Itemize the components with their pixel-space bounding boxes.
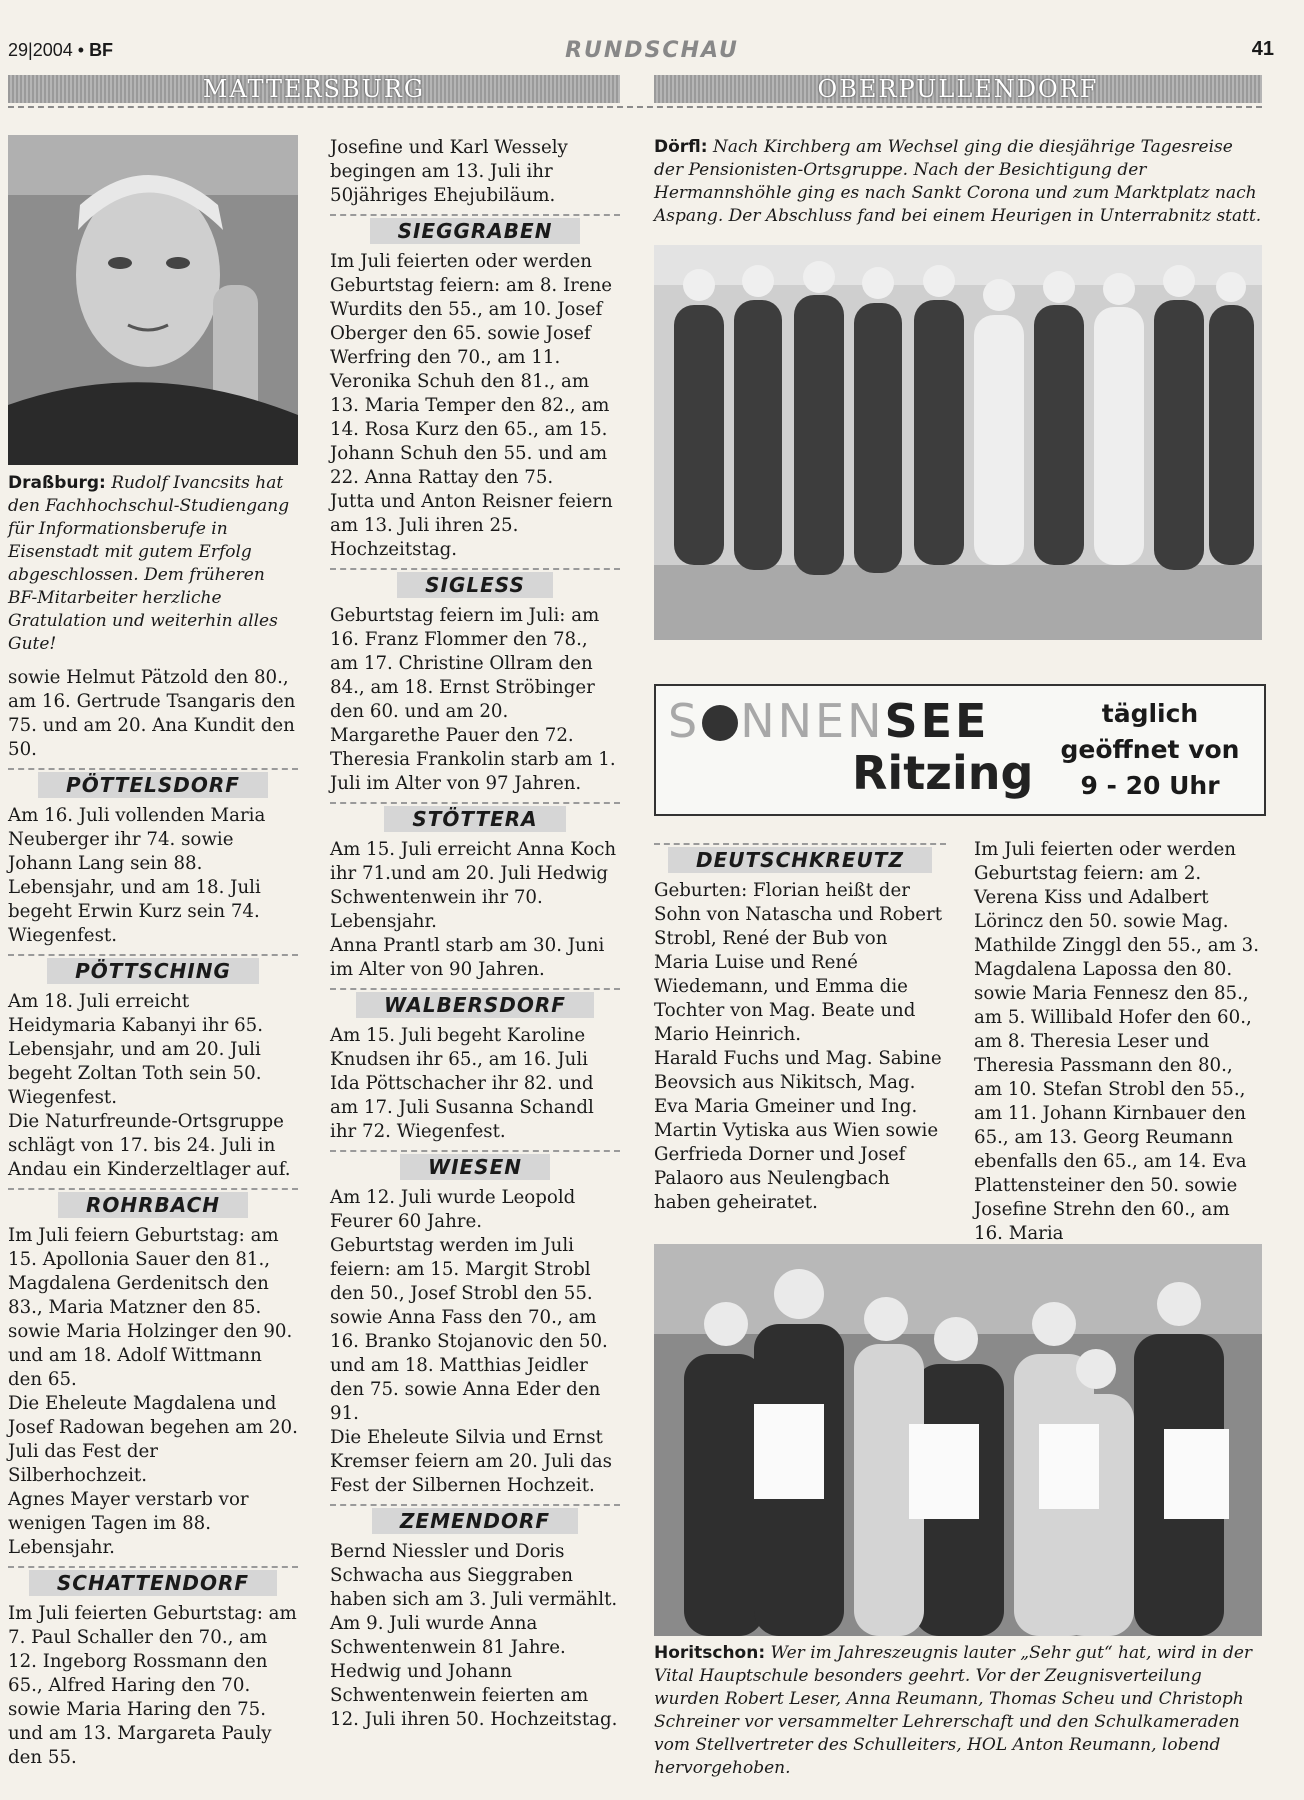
caption-place: Draßburg: — [8, 473, 106, 493]
sonnensee-ad[interactable] — [654, 684, 1266, 816]
article-text: Geburtstag feiern im Juli: am 16. Franz Flommer den 78., am 17. Christine Ollram den 84., am 18. Ernst Ströbinger den 60. und am 20. Margarethe Pauer den 72. — [330, 605, 600, 746]
section-header: WIESEN — [330, 1150, 620, 1180]
column-2-text — [330, 136, 620, 1732]
section-header: ROHRBACH — [8, 1188, 298, 1218]
section-header: SCHATTENDORF — [8, 1566, 298, 1596]
sun-logo-icon — [702, 705, 738, 741]
brand-label: BF — [89, 40, 114, 60]
ad-opening-hours: täglich geöffnet von 9 - 20 Uhr — [1060, 699, 1240, 800]
article-text: Geburten: Florian heißt der Sohn von Natascha und Robert Strobl, René der Bub von Maria Luise und René Wiedemann, und Emma die Tochter von Mag. Beate und Mario Heinrich. — [654, 880, 943, 1045]
header-divider — [8, 106, 1262, 108]
section-header: PÖTTSCHING — [8, 954, 298, 984]
section-header: SIEGGRABEN — [330, 214, 620, 244]
article-text: Hedwig und Johann Schwentenwein feierten am 12. Juli ihren 50. Hochzeitstag. — [330, 1661, 618, 1730]
portrait-illustration — [8, 135, 298, 465]
section-header: WALBERSDORF — [330, 988, 620, 1018]
region-bar-oberpullendorf: OBERPULLENDORF — [654, 75, 1262, 103]
ad-brand-name: S NNENSEE — [668, 694, 990, 748]
article-text: Jutta und Anton Reisner feiern am 13. Juli ihren 25. Hochzeitstag. — [330, 491, 613, 560]
group-photo — [654, 245, 1262, 640]
article-text: Am 12. Juli wurde Leopold Feurer 60 Jahre. — [330, 1187, 576, 1232]
issue-number: 29|2004 • — [8, 40, 85, 60]
region-bar-mattersburg: MATTERSBURG — [8, 75, 620, 103]
article-text: Die Eheleute Magdalena und Josef Radowan begehen am 20. Juli das Fest der Silberhochzeit. — [8, 1393, 298, 1486]
caption-text: Rudolf Ivancsits hat den Fachhochschul-Studiengang für Informationsberufe in Eisenstadt mit gutem Erfolg abgeschlossen. Dem früheren BF-Mitarbeiter herzliche Gratulation und weiterhin alles Gute! — [8, 473, 290, 654]
page-number: 41 — [1251, 38, 1274, 60]
section-header: ZEMENDORF — [330, 1504, 620, 1534]
issue-label — [8, 40, 113, 61]
column-3-text — [654, 843, 946, 1215]
article-text: Im Juli feierten Geburtstag: am 7. Paul Schaller den 70., am 12. Ingeborg Rossmann den 65., Alfred Haring den 70. sowie Maria Haring den 75. und am 13. Margareta Pauly den 55. — [8, 1603, 297, 1768]
article-text: Theresia Frankolin starb am 1. Juli im Alter von 97 Jahren. — [330, 749, 616, 794]
masthead-title: RUNDSCHAU — [565, 38, 739, 63]
portrait-photo — [8, 135, 298, 465]
portrait-caption — [8, 472, 298, 656]
school-photo — [654, 1244, 1262, 1636]
article-text: Die Naturfreunde-Ortsgruppe schlägt von 17. bis 24. Juli in Andau ein Kinderzeltlager auf. — [8, 1111, 291, 1180]
article-text: Am 18. Juli erreicht Heidymaria Kabanyi ihr 65. Lebensjahr, und am 20. Juli begeht Zoltan Toth sein 50. Wiegenfest. — [8, 991, 264, 1108]
article-text: Am 15. Juli begeht Karoline Knudsen ihr 65., am 16. Juli Ida Pöttschacher ihr 82. und am 17. Juli Susanna Schandl ihr 72. Wiegenfest. — [330, 1025, 594, 1142]
section-header: PÖTTELSDORF — [8, 768, 298, 798]
article-text: Am 15. Juli erreicht Anna Koch ihr 71.und am 20. Juli Hedwig Schwentenwein ihr 70. Lebensjahr. — [330, 839, 617, 932]
article-text: Geburtstag werden im Juli feiern: am 15. Margit Strobl den 50., Josef Strobl den 55. sowie Anna Fass den 70., am 16. Branko Stojanovic den 50. und am 18. Matthias Jeidler den 75. sowie Anna Eder den 91. — [330, 1235, 608, 1424]
article-text: Agnes Mayer verstarb vor wenigen Tagen im 88. Lebensjahr. — [8, 1489, 249, 1558]
ad-subtitle: Ritzing — [852, 746, 1034, 800]
article-text: Am 9. Juli wurde Anna Schwentenwein 81 Jahre. — [330, 1613, 566, 1658]
school-photo-illustration — [654, 1244, 1262, 1636]
caption-text: Nach Kirchberg am Wechsel ging die diesjährige Tagesreise der Pensionisten-Ortsgruppe. Nach der Besichtigung der Hermannshöhle ging es nach Sankt Corona und zum Marktplatz nach Aspang. Der Abschluss fand bei einem Heurigen in Unterrabnitz statt. — [654, 137, 1262, 226]
column-1-text — [8, 666, 298, 1770]
article-text: Im Juli feierten oder werden Geburtstag feiern: am 8. Irene Wurdits den 55., am 10. Josef Oberger den 65. sowie Josef Werfring den 70., am 11. Veronika Schuh den 81., am 13. Maria Temper den 82., am 14. Rosa Kurz den 65., am 15. Johann Schuh den 55. und am 22. Anna Rattay den 75. — [330, 251, 613, 488]
caption-place: Horitschon: — [654, 1643, 766, 1663]
caption-text: Wer im Jahreszeugnis lauter „Sehr gut“ hat, wird in der Vital Hauptschule besonders geehrt. Vor der Zeugnisverteilung wurden Robert Leser, Anna Reumann, Thomas Scheu und Christoph Schreiner vor versammelter Lehrerschaft und den Schulkameraden vom Stellvertreter des Schulleiters, HOL Anton Reumann, lobend hervorgehoben. — [654, 1643, 1253, 1778]
group-photo-illustration — [654, 245, 1262, 640]
doerfl-caption — [654, 136, 1262, 228]
section-header: DEUTSCHKREUTZ — [654, 843, 946, 873]
article-text: sowie Helmut Pätzold den 80., am 16. Gertrude Tsangaris den 75. und am 20. Ana Kundit den 50. — [8, 667, 296, 760]
horitschon-caption — [654, 1642, 1262, 1780]
column-4-text — [974, 838, 1262, 1246]
article-text: Am 16. Juli vollenden Maria Neuberger ihr 74. sowie Johann Lang sein 88. Lebensjahr, und am 18. Juli begeht Erwin Kurz sein 74. Wiegenfest. — [8, 805, 266, 946]
article-text: Im Juli feiern Geburtstag: am 15. Apollonia Sauer den 81., Magdalena Gerdenitsch den 83., Maria Matzner den 85. sowie Maria Holzinger den 90. und am 18. Adolf Wittmann den 65. — [8, 1225, 293, 1390]
article-text: Die Eheleute Silvia und Ernst Kremser feiern am 20. Juli das Fest der Silbernen Hochzeit. — [330, 1427, 612, 1496]
article-text: Anna Prantl starb am 30. Juni im Alter von 90 Jahren. — [330, 935, 605, 980]
article-text: Im Juli feierten oder werden Geburtstag feiern: am 2. Verena Kiss und Adalbert Lörincz den 50. sowie Mag. Mathilde Zinggl den 55., am 3. Magdalena Lapossa den 80. sowie Maria Fennesz den 85., am 5. Willibald Hofer den 60., am 8. Theresia Leser und Theresia Passmann den 80., am 10. Stefan Strobl den 55., am 11. Johann Kirnbauer den 65., am 13. Georg Reumann ebenfalls den 65., am 14. Eva Plattensteiner den 50. sowie Josefine Strehn den 60., am 16. Maria — [974, 839, 1259, 1244]
article-text: Josefine und Karl Wessely begingen am 13. Juli ihr 50jähriges Ehejubiläum. — [330, 137, 568, 206]
section-header: STÖTTERA — [330, 802, 620, 832]
caption-place: Dörfl: — [654, 137, 708, 157]
article-text: Harald Fuchs und Mag. Sabine Beovsich aus Nikitsch, Mag. Eva Maria Gmeiner und Ing. Martin Vytiska aus Wien sowie Gerfrieda Dorner und Josef Palaoro aus Neulengbach haben geheiratet. — [654, 1048, 942, 1213]
section-header: SIGLESS — [330, 568, 620, 598]
article-text: Bernd Niessler und Doris Schwacha aus Sieggraben haben sich am 3. Juli vermählt. — [330, 1541, 618, 1610]
